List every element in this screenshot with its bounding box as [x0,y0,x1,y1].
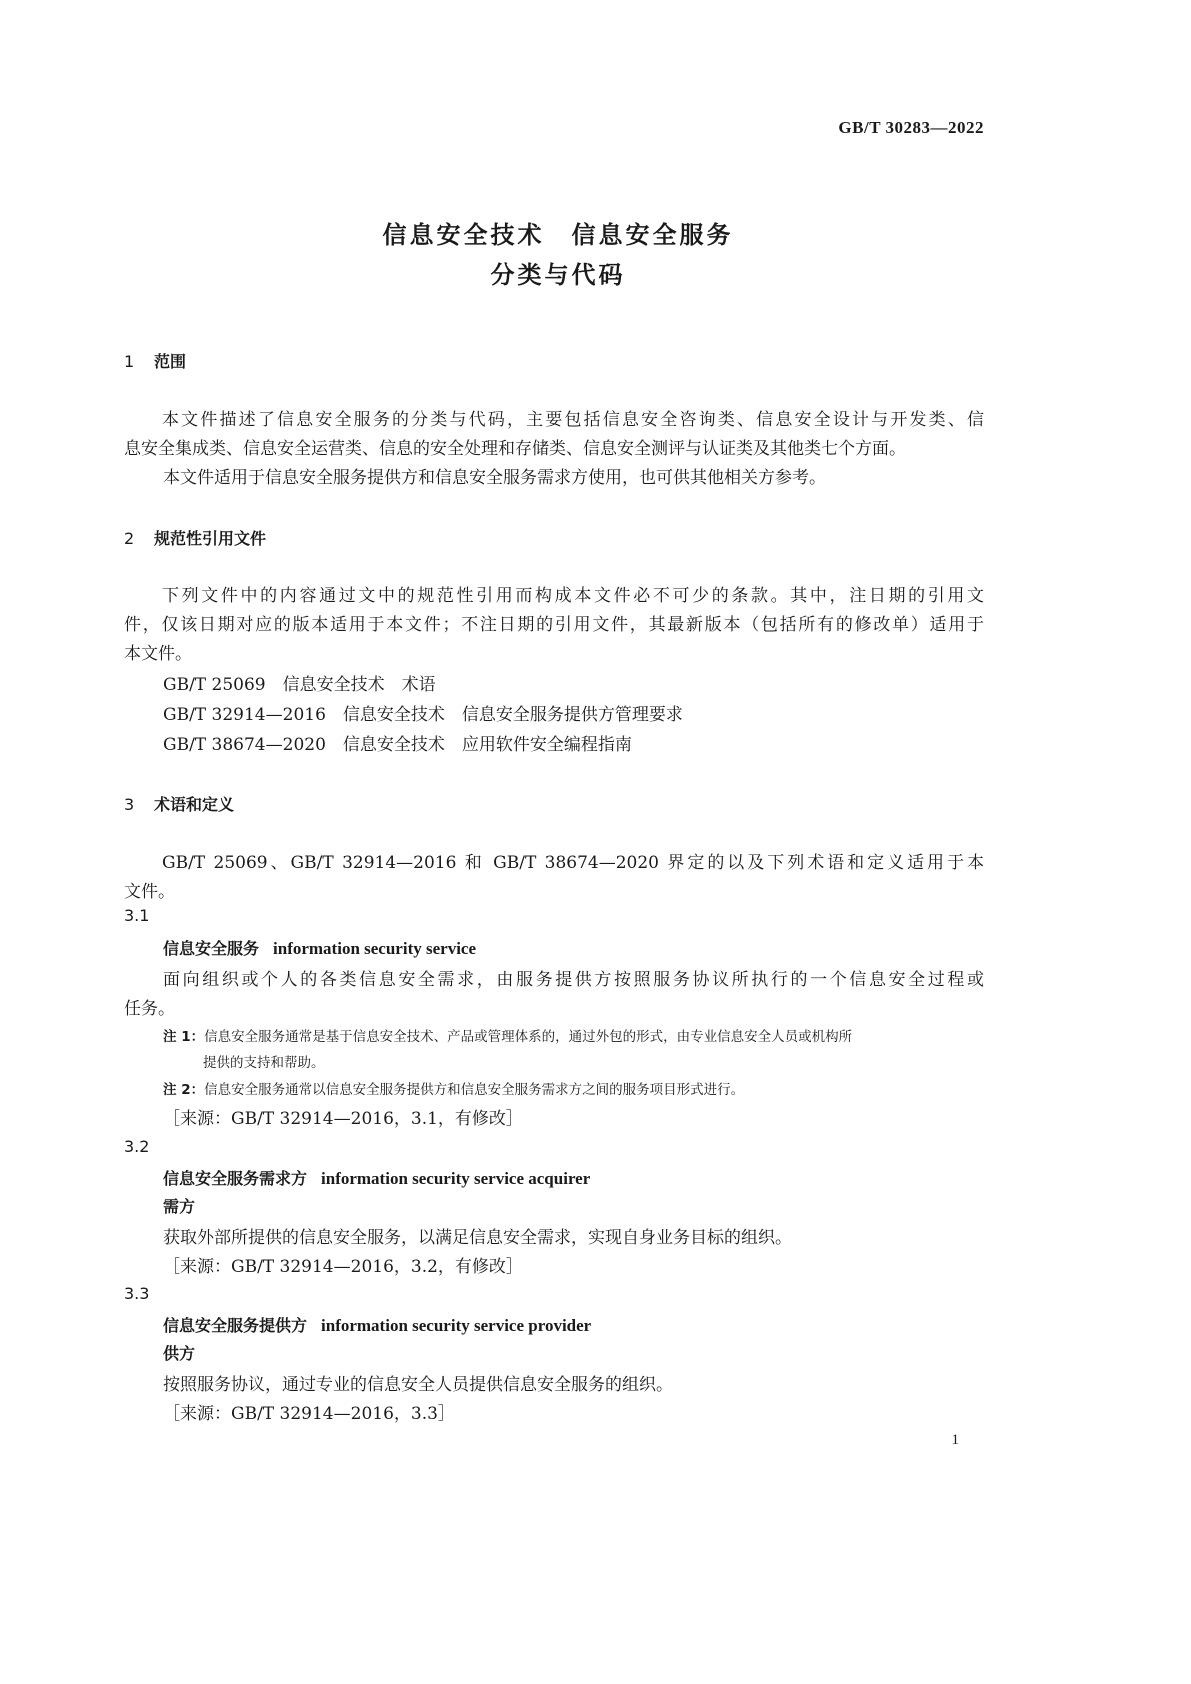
note-1-continuation: 提供的支持和帮助。 [203,1055,325,1071]
note-text: 信息安全服务通常是基于信息安全技术、产品或管理体系的，通过外包的形式，由专业信息安全人员或机构所 [204,1029,853,1045]
term-en: information security service acquirer [321,1169,591,1188]
term-entry [163,1166,590,1189]
section-2-heading [124,526,266,549]
note-label: 注 2： [163,1082,205,1098]
normative-reference: GB/T 32914—2016 信息安全技术 信息安全服务提供方管理要求 [163,705,683,725]
paragraph-line: 息安全集成类、信息安全运营类、信息的安全处理和存储类、信息安全测评与认证类及其他类七个方面。 [124,439,906,459]
term-zh: 信息安全服务 [163,939,260,958]
section-title: 术语和定义 [154,795,235,814]
clause-number: 3.3 [124,1284,150,1303]
section-title: 规范性引用文件 [154,529,267,548]
source-citation: ［来源：GB/T 32914—2016，3.2，有修改］ [163,1257,523,1277]
paragraph-line: GB/T 25069、GB/T 32914—2016 和 GB/T 38674—2020 界定的以及下列术语和定义适用于本 [162,853,984,873]
term-alternative: 需方 [163,1197,196,1216]
term-entry [163,1313,591,1336]
term-en: information security service [273,939,477,958]
paragraph-line: 本文件适用于信息安全服务提供方和信息安全服务需求方使用，也可供其他相关方参考。 [163,468,826,488]
term-alternative: 供方 [163,1344,196,1363]
note-1 [163,1025,852,1045]
document-title-line1: 信息安全技术 信息安全服务 [382,221,734,249]
clause-number: 3.1 [124,906,150,925]
term-en: information security service provider [321,1316,592,1335]
term-entry [163,936,476,959]
section-title: 范围 [154,352,187,371]
section-number: 1 [124,352,135,371]
definition-line: 面向组织或个人的各类信息安全需求，由服务提供方按照服务协议所执行的一个信息安全过程或 [163,970,984,990]
standard-number: GB/T 30283—2022 [838,118,984,137]
definition-line: 按照服务协议，通过专业的信息安全人员提供信息安全服务的组织。 [163,1375,673,1395]
term-zh: 信息安全服务需求方 [163,1169,308,1188]
definition-line: 获取外部所提供的信息安全服务，以满足信息安全需求，实现自身业务目标的组织。 [163,1228,792,1248]
section-number: 3 [124,795,135,814]
note-label: 注 1： [163,1029,205,1045]
clause-number: 3.2 [124,1137,150,1156]
section-number: 2 [124,529,135,548]
normative-reference: GB/T 38674—2020 信息安全技术 应用软件安全编程指南 [163,735,632,755]
page-number: 1 [951,1432,959,1448]
paragraph-line: 本文件。 [124,644,192,664]
paragraph-line: 下列文件中的内容通过文中的规范性引用而构成本文件必不可少的条款。其中，注日期的引用文 [162,586,984,606]
paragraph-line: 件，仅该日期对应的版本适用于本文件；不注日期的引用文件，其最新版本（包括所有的修改单）适用于 [124,615,984,635]
normative-reference: GB/T 25069 信息安全技术 术语 [163,675,436,695]
document-title-line2: 分类与代码 [490,261,626,289]
section-1-heading [124,349,186,372]
note-2 [163,1078,744,1098]
paragraph-line: 文件。 [124,882,175,902]
source-citation: ［来源：GB/T 32914—2016，3.3］ [163,1404,455,1424]
note-text: 信息安全服务通常以信息安全服务提供方和信息安全服务需求方之间的服务项目形式进行。 [204,1082,745,1098]
term-zh: 信息安全服务提供方 [163,1316,308,1335]
definition-line: 任务。 [124,999,175,1019]
paragraph-line: 本文件描述了信息安全服务的分类与代码，主要包括信息安全咨询类、信息安全设计与开发类、信 [162,410,984,430]
source-citation: ［来源：GB/T 32914—2016，3.1，有修改］ [163,1109,523,1129]
section-3-heading [124,792,234,815]
